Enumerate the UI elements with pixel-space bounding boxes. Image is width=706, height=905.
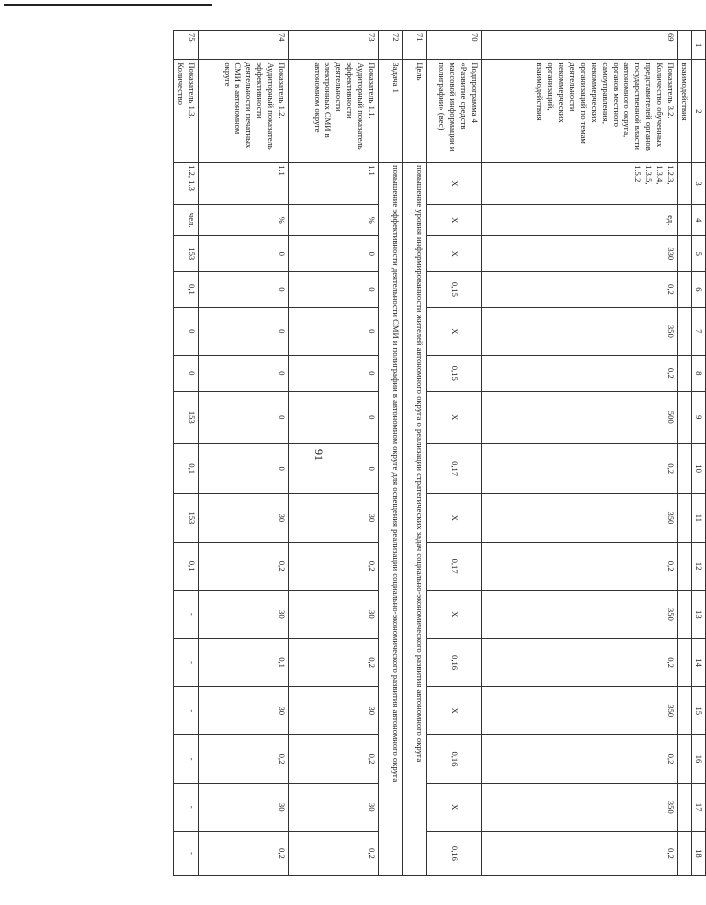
spanning-cell: повышение уровня информированности жителей автономного округа о реализации стратегических задач социально-экономического развития автономного округа [403,163,427,876]
table-cell: X [427,590,482,638]
table-cell: взаимодействия [678,60,692,163]
table-row [289,31,379,876]
table-cell: 0,2 [289,831,379,875]
table-cell: Подпрограмма 4 «Развитие средств массовой информации и полиграфии» (вес) [427,60,482,163]
table-cell: 0,2 [199,831,289,875]
table-cell: 0 [199,236,289,272]
table-cell: X [427,205,482,236]
table-cell [678,687,692,735]
data-table [173,30,706,876]
table-cell [678,831,692,875]
table-cell: 0,15 [427,272,482,308]
header-cell: 11 [692,494,706,542]
table-cell: 30 [289,590,379,638]
table-cell: 30 [289,494,379,542]
table-row [482,31,678,876]
table-cell: 0,2 [289,638,379,686]
table-cell: 0,15 [427,355,482,391]
table-cell: чел. [174,205,199,236]
header-cell: 8 [692,355,706,391]
table-cell: 0,16 [427,638,482,686]
table-cell [678,307,692,355]
table-cell: 0,2 [199,735,289,783]
table-row [379,31,403,876]
table-cell: Задача 1 [379,60,403,163]
table-cell: 153 [174,391,199,443]
table-cell: 69 [482,31,678,60]
table-cell: X [427,236,482,272]
header-cell: 7 [692,307,706,355]
table-cell: 0,16 [427,831,482,875]
header-cell: 5 [692,236,706,272]
table-cell: - [174,638,199,686]
table-cell [678,205,692,236]
table-cell [678,542,692,590]
table-cell: 0 [289,236,379,272]
table-cell: - [174,831,199,875]
header-cell: 9 [692,391,706,443]
table-cell: - [174,590,199,638]
table-cell: 0,1 [199,638,289,686]
table-cell: 0,1 [174,272,199,308]
table-cell: 0,1 [174,443,199,493]
header-row [692,31,706,876]
table-cell: 30 [199,494,289,542]
table-cell: 0,16 [427,735,482,783]
table-cell: 350 [482,590,678,638]
table-cell: 0 [289,443,379,493]
table-row [403,31,427,876]
table-cell: 74 [199,31,289,60]
table-cell: 0,2 [482,443,678,493]
table-cell: 0,2 [482,355,678,391]
header-cell: 12 [692,542,706,590]
table-cell: % [199,205,289,236]
table-cell: 0 [289,391,379,443]
header-cell: 16 [692,735,706,783]
table-cell: ед. [482,205,678,236]
table-cell: 350 [482,783,678,831]
table-cell: Показатель 3.2. Количество обученных представителей органов государственной власти автономного округа, органов местного самоуправления, некоммерческих организаций по темам деятельности некоммерческих организаций, взаимодействия [482,60,678,163]
table-cell: 73 [289,31,379,60]
table-cell [678,355,692,391]
header-cell: 10 [692,443,706,493]
table-cell [678,163,692,205]
table-cell: 0 [199,307,289,355]
header-cell: 13 [692,590,706,638]
table-cell: 0,2 [289,542,379,590]
table-cell: 1.2.3, 1.3.4, 1.3.5, 1.5.2 [482,163,678,205]
table-cell: 0 [289,272,379,308]
header-cell: 3 [692,163,706,205]
table-cell [678,735,692,783]
table-cell: Цель [403,60,427,163]
table-cell: 75 [174,31,199,60]
table-cell: % [289,205,379,236]
table-cell: 0,1 [174,542,199,590]
table-cell: 72 [379,31,403,60]
header-cell: 1 [692,31,706,60]
table-cell [678,494,692,542]
table-cell: 153 [174,494,199,542]
table-row [174,31,199,876]
table-cell: 30 [289,783,379,831]
table-cell: 0,2 [482,831,678,875]
table-cell: 0 [199,391,289,443]
table-cell [678,391,692,443]
table-cell: 1.2, 1.3 [174,163,199,205]
rotated-table-wrapper [176,30,706,876]
table-cell: 0 [174,355,199,391]
table-cell: X [427,163,482,205]
table-cell: 330 [482,236,678,272]
table-cell: 30 [199,783,289,831]
table-cell: 0 [199,272,289,308]
table-cell: 0 [174,307,199,355]
table-cell: 0,2 [199,542,289,590]
table-cell [678,236,692,272]
table-cell: 0 [199,443,289,493]
table-cell: 1.1 [199,163,289,205]
table-cell: 0,2 [482,638,678,686]
table-cell: 1.1 [289,163,379,205]
header-cell: 6 [692,272,706,308]
table-row [678,31,692,876]
table-cell: 350 [482,687,678,735]
table-cell: 70 [427,31,482,60]
header-cell: 2 [692,60,706,163]
table-cell: 0 [199,355,289,391]
table-cell: X [427,783,482,831]
table-cell: 0,2 [482,735,678,783]
table-row [427,31,482,876]
table-cell: 0 [289,307,379,355]
table-cell: 0,2 [482,542,678,590]
table-cell: 30 [199,687,289,735]
header-cell: 15 [692,687,706,735]
page-number: 91 [312,449,326,461]
table-cell: X [427,391,482,443]
header-cell: 4 [692,205,706,236]
table-cell: Показатель 1.3. Количество [174,60,199,163]
table-cell: 153 [174,236,199,272]
table-cell: 0,2 [289,735,379,783]
table-cell [678,590,692,638]
table-cell: 0,17 [427,443,482,493]
table-cell: 500 [482,391,678,443]
table-cell [678,783,692,831]
table-cell: 71 [403,31,427,60]
table-cell: 0 [289,355,379,391]
table-cell: Показатель 1.1. Аудиторный показатель эффективности деятельности электронных СМИ в автономном округе [289,60,379,163]
table-cell: X [427,307,482,355]
table-cell: X [427,494,482,542]
table-cell: 0,2 [482,272,678,308]
header-cell: 14 [692,638,706,686]
top-rule [4,4,212,6]
table-cell: - [174,735,199,783]
table-cell [678,638,692,686]
header-cell: 17 [692,783,706,831]
table-cell: 350 [482,494,678,542]
table-cell: 0,17 [427,542,482,590]
table-cell: - [174,783,199,831]
table-row [199,31,289,876]
header-cell: 18 [692,831,706,875]
table-cell: Показатель 1.2. Аудиторный показатель эффективности деятельности печатных СМИ в автономном округе [199,60,289,163]
table-cell: 350 [482,307,678,355]
spanning-cell: повышение эффективности деятельности СМИ и полиграфии в автономном округе для освещения реализации социально-экономического развития автономного округа [379,163,403,876]
table-cell [678,443,692,493]
table-cell: 30 [199,590,289,638]
table-cell: - [174,687,199,735]
table-cell: X [427,687,482,735]
table-cell [678,31,692,60]
table-cell [678,272,692,308]
table-cell: 30 [289,687,379,735]
